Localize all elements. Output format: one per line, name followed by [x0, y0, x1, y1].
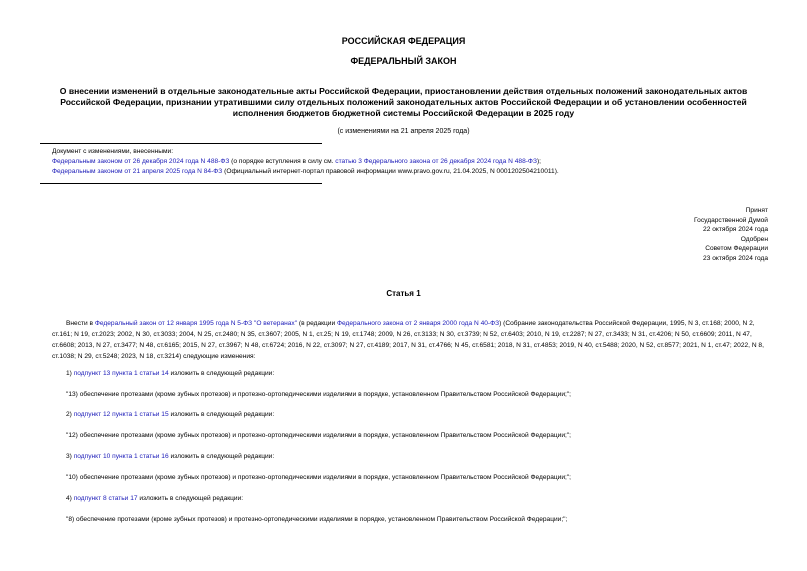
item-text: изложить в следующей редакции:	[168, 453, 275, 460]
adopted-body: Государственной Думой	[694, 216, 768, 224]
item-text: "8) обеспечение протезами (кроме зубных протезов) и протезно-ортопедическими изделиями в порядке, установленном Правительством Российской Федерации;";	[66, 516, 568, 523]
changes-intro: Документ с изменениями, внесенными:	[52, 148, 174, 155]
list-item	[52, 515, 770, 525]
list-item	[52, 390, 770, 400]
subparagraph-link[interactable]: подпункт 12 пункта 1 статьи 15	[73, 411, 169, 418]
intro-text-b: (в редакции	[297, 320, 337, 327]
changes-item-2	[52, 167, 772, 177]
edition-law-link[interactable]: Федерального закона от 2 января 2000 года N 40-ФЗ	[337, 320, 500, 327]
item-text: изложить в следующей редакции:	[168, 411, 275, 418]
changes-item-1-text: (о порядке вступления в силу см.	[229, 158, 336, 165]
veterans-law-link[interactable]: Федеральный закон от 12 января 1995 года N 5-ФЗ "О ветеранах"	[94, 320, 298, 327]
item-text: изложить в следующей редакции:	[137, 495, 244, 502]
list-item	[52, 452, 770, 462]
edition-note: (с изменениями на 21 апреля 2025 года)	[337, 128, 470, 135]
subparagraph-link[interactable]: подпункт 13 пункта 1 статьи 14	[73, 370, 169, 377]
item-text: изложить в следующей редакции:	[168, 370, 275, 377]
changes-block	[52, 147, 772, 177]
law-title: О внесении изменений в отдельные законодательные акты Российской Федерации, приостановлении действия отдельных положений законодательных актов Российской Федерации, признании утратившими силу отдельных положений законодательных актов Российской Федерации и об установлении особенностей исполнения бюджетов бюджетной системы Российской Федерации в 2025 году	[59, 86, 748, 118]
bottom-divider	[40, 183, 322, 184]
adoption-block	[694, 206, 768, 264]
list-item	[52, 473, 770, 483]
adopted-date: 22 октября 2024 года	[703, 226, 768, 234]
item-number: 1)	[66, 370, 74, 377]
changes-item-1-end: );	[536, 158, 541, 165]
item-text: "10) обеспечение протезами (кроме зубных протезов) и протезно-ортопедическими изделиями в порядке, установленном Правительством Российской Федерации;";	[66, 474, 572, 481]
top-divider	[40, 143, 322, 144]
article-heading: Статья 1	[386, 289, 421, 298]
item-text: "13) обеспечение протезами (кроме зубных протезов) и протезно-ортопедическими изделиями в порядке, установленном Правительством Российской Федерации;";	[66, 391, 572, 398]
list-item	[52, 410, 770, 420]
entry-into-force-link[interactable]: статью 3 Федерального закона от 26 декабря 2024 года N 488-ФЗ	[335, 158, 537, 165]
list-item	[52, 494, 770, 504]
document-type-heading: ФЕДЕРАЛЬНЫЙ ЗАКОН	[350, 56, 457, 66]
country-heading: РОССИЙСКАЯ ФЕДЕРАЦИЯ	[341, 36, 466, 46]
approved-date: 23 октября 2024 года	[703, 254, 768, 262]
adopted-label: Принят	[745, 207, 768, 214]
approved-body: Советом Федерации	[705, 245, 768, 253]
item-number: 4)	[66, 495, 74, 502]
item-text: "12) обеспечение протезами (кроме зубных протезов) и протезно-ортопедическими изделиями в порядке, установленном Правительством Российской Федерации;";	[66, 432, 572, 439]
amending-law-link-2[interactable]: Федеральным законом от 21 апреля 2025 года N 84-ФЗ	[52, 168, 223, 175]
subparagraph-link[interactable]: подпункт 10 пункта 1 статьи 16	[73, 453, 169, 460]
approved-label: Одобрен	[740, 235, 768, 243]
intro-text-c: ) (Собрание законодательства Российской Федерации, 1995, N 3, ст.168; 2000, N 2, ст.161; N 19, ст.2023; 2002, N 30, ст.3033; 2004, N 25, ст.2480; N 35, ст.3607; 2005, N 1, ст.25; N 19, ст.1748; 2009, N 26, ст.3133; N 30, ст.3739; N 52, ст.6403; 2010, N 19, ст.2287; N 27, ст.3433; N 31, ст.4206; N 50, ст.6609; 2011, N 47, ст.6608; 2013, N 27, ст.3477; N 48, ст.6165; 2015, N 27, ст.3967; N 48, ст.6724; 2016, N 22, ст.3097; N 27, ст.4189; 2017, N 31, ст.4766; N 45, ст.6581; 2018, N 31, ст.4853; 2019, N 40, ст.5488; 2020, N 52, ст.8577; 2021, N 1, ст.47; 2022, N 8, ст.1038; N 29, ст.5248; 2023, N 18, ст.3214) следующие изменения:	[52, 320, 764, 360]
amending-law-link-1[interactable]: Федеральным законом от 26 декабря 2024 года N 488-ФЗ	[52, 158, 230, 165]
intro-text-a: Внести в	[66, 320, 95, 327]
subparagraph-link[interactable]: подпункт 8 статьи 17	[73, 495, 138, 502]
item-number: 2)	[66, 411, 74, 418]
list-item	[52, 369, 770, 379]
changes-item-2-text: (Официальный интернет-портал правовой информации www.pravo.gov.ru, 21.04.2025, N 0001202504210011).	[222, 168, 559, 175]
list-item	[52, 431, 770, 441]
article-intro-paragraph	[52, 318, 770, 362]
changes-item-1	[52, 157, 772, 167]
item-number: 3)	[66, 453, 74, 460]
